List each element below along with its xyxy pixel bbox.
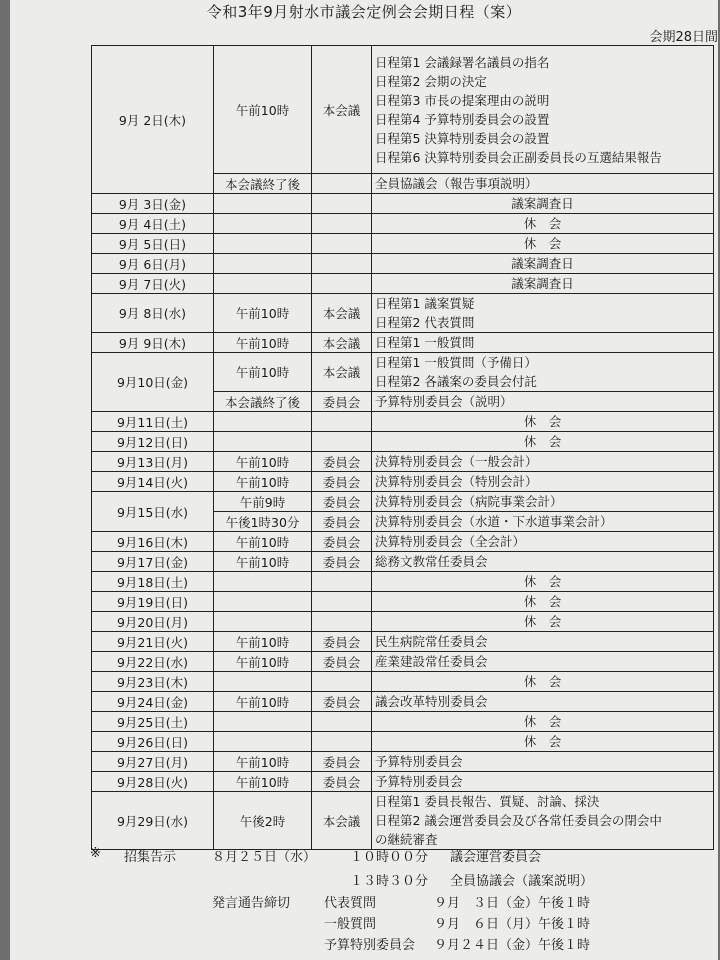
agenda-line: 全員協議会（報告事項説明） xyxy=(375,176,538,191)
time-cell: 午前10時 xyxy=(214,692,312,712)
agenda-cell xyxy=(372,412,714,432)
agenda-line: 予算特別委員会（説明） xyxy=(375,394,513,409)
date-cell: 9月 6日(月) xyxy=(92,254,214,274)
deadline-type: 代表質問 xyxy=(324,896,377,911)
time-cell xyxy=(214,194,312,214)
agenda-line: 日程第1 一般質問（予備日） xyxy=(375,355,537,370)
meeting-type-cell: 委員会 xyxy=(312,452,372,472)
time-cell: 午前10時 xyxy=(214,452,312,472)
table-row xyxy=(92,353,714,392)
agenda-line: 議会改革特別委員会 xyxy=(375,694,488,709)
agenda-cell xyxy=(372,294,714,333)
agenda-line: 予算特別委員会 xyxy=(375,754,463,769)
agenda-line: 休 会 xyxy=(523,674,562,689)
note-mark: ※ xyxy=(90,846,101,861)
date-cell: 9月 5日(日) xyxy=(92,234,214,254)
date-cell: 9月18日(土) xyxy=(92,572,214,592)
date-cell: 9月12日(日) xyxy=(92,432,214,452)
date-cell: 9月27日(月) xyxy=(92,752,214,772)
document-title: 令和3年9月射水市議会定例会会期日程（案） xyxy=(206,3,522,21)
agenda-line: 休 会 xyxy=(523,414,562,429)
time-cell: 午前10時 xyxy=(214,472,312,492)
agenda-line: 日程第2 代表質問 xyxy=(375,315,475,330)
meeting-type-cell: 委員会 xyxy=(312,392,372,412)
deadline-type: 予算特別委員会 xyxy=(324,938,416,953)
meeting-type-cell xyxy=(312,572,372,592)
meeting-type-cell: 委員会 xyxy=(312,772,372,792)
date-cell: 9月 8日(水) xyxy=(92,294,214,333)
time-cell xyxy=(214,412,312,432)
agenda-cell xyxy=(372,452,714,472)
agenda-cell xyxy=(372,552,714,572)
date-cell: 9月26日(日) xyxy=(92,732,214,752)
table-row xyxy=(92,234,714,254)
meeting-type-cell: 委員会 xyxy=(312,512,372,532)
agenda-cell xyxy=(372,274,714,294)
date-cell: 9月 9日(木) xyxy=(92,333,214,353)
time-cell xyxy=(214,732,312,752)
date-cell: 9月20日(月) xyxy=(92,612,214,632)
table-row xyxy=(92,432,714,452)
note-item1-time: １０時００分 xyxy=(350,850,429,865)
meeting-type-cell: 本会議 xyxy=(312,792,372,850)
date-cell: 9月15日(水) xyxy=(92,492,214,532)
date-cell: 9月25日(土) xyxy=(92,712,214,732)
meeting-type-cell: 本会議 xyxy=(312,294,372,333)
agenda-line: 休 会 xyxy=(523,594,562,609)
date-cell: 9月 2日(木) xyxy=(92,46,214,194)
meeting-type-cell: 委員会 xyxy=(312,692,372,712)
agenda-line: 日程第2 会期の決定 xyxy=(375,73,487,89)
meeting-type-cell: 委員会 xyxy=(312,632,372,652)
meeting-type-cell: 委員会 xyxy=(312,552,372,572)
agenda-line: 日程第4 予算特別委員会の設置 xyxy=(375,111,550,127)
agenda-cell xyxy=(372,592,714,612)
agenda-line: 休 会 xyxy=(523,236,562,251)
agenda-line: 日程第5 決算特別委員会の設置 xyxy=(375,130,550,146)
agenda-cell xyxy=(372,254,714,274)
agenda-cell xyxy=(372,333,714,353)
date-cell: 9月11日(土) xyxy=(92,412,214,432)
table-row xyxy=(92,46,714,174)
meeting-type-cell xyxy=(312,732,372,752)
agenda-cell xyxy=(372,692,714,712)
date-cell: 9月28日(火) xyxy=(92,772,214,792)
meeting-type-cell xyxy=(312,612,372,632)
note-item1-text: 議会運営委員会 xyxy=(450,850,542,865)
agenda-line: 総務文教常任委員会 xyxy=(375,554,488,569)
agenda-cell xyxy=(372,632,714,652)
meeting-type-cell: 本会議 xyxy=(312,46,372,174)
time-cell: 本会議終了後 xyxy=(214,174,312,194)
meeting-type-cell xyxy=(312,412,372,432)
deadline-date: ９月２４日（金）午後１時 xyxy=(434,938,591,953)
agenda-line: 休 会 xyxy=(523,714,562,729)
table-row xyxy=(92,472,714,492)
agenda-cell xyxy=(372,432,714,452)
agenda-cell xyxy=(372,472,714,492)
time-cell: 午前10時 xyxy=(214,752,312,772)
table-row xyxy=(92,752,714,772)
date-cell: 9月22日(水) xyxy=(92,652,214,672)
table-row xyxy=(92,572,714,592)
table-row xyxy=(92,333,714,353)
date-cell: 9月29日(水) xyxy=(92,792,214,850)
agenda-cell xyxy=(372,46,714,174)
agenda-cell xyxy=(372,732,714,752)
table-row xyxy=(92,672,714,692)
time-cell xyxy=(214,234,312,254)
agenda-cell xyxy=(372,752,714,772)
agenda-line: 日程第1 会議録署名議員の指名 xyxy=(375,54,550,70)
time-cell xyxy=(214,672,312,692)
table-row xyxy=(92,632,714,652)
date-cell: 9月13日(月) xyxy=(92,452,214,472)
date-cell: 9月 3日(金) xyxy=(92,194,214,214)
agenda-line: 決算特別委員会（全会計） xyxy=(375,534,526,549)
table-row xyxy=(92,712,714,732)
meeting-type-cell: 委員会 xyxy=(312,752,372,772)
time-cell xyxy=(214,254,312,274)
table-row xyxy=(92,772,714,792)
agenda-cell xyxy=(372,652,714,672)
table-row xyxy=(92,732,714,752)
time-cell xyxy=(214,592,312,612)
time-cell: 午前10時 xyxy=(214,552,312,572)
deadline-type: 一般質問 xyxy=(324,917,377,932)
document-page xyxy=(10,0,718,960)
time-cell: 午前10時 xyxy=(214,652,312,672)
agenda-cell xyxy=(372,234,714,254)
time-cell xyxy=(214,274,312,294)
time-cell: 午後2時 xyxy=(214,792,312,850)
date-cell: 9月 7日(火) xyxy=(92,274,214,294)
time-cell: 午前10時 xyxy=(214,632,312,652)
table-row xyxy=(92,452,714,472)
agenda-line: 休 会 xyxy=(523,434,562,449)
table-row xyxy=(92,412,714,432)
meeting-type-cell xyxy=(312,194,372,214)
agenda-line: 日程第1 委員長報告、質疑、討論、採決 xyxy=(375,794,600,809)
meeting-type-cell: 委員会 xyxy=(312,472,372,492)
table-row xyxy=(92,194,714,214)
meeting-type-cell: 委員会 xyxy=(312,492,372,512)
session-length: 会期28日間 xyxy=(649,30,718,45)
time-cell: 午前10時 xyxy=(214,532,312,552)
time-cell xyxy=(214,572,312,592)
agenda-line: 休 会 xyxy=(523,216,562,231)
agenda-cell xyxy=(372,512,714,532)
note-item2-time: １３時３０分 xyxy=(350,874,429,889)
deadline-date: ９月 ３日（金）午後１時 xyxy=(434,896,591,911)
time-cell xyxy=(214,214,312,234)
time-cell xyxy=(214,712,312,732)
meeting-type-cell: 本会議 xyxy=(312,333,372,353)
agenda-line: 日程第2 各議案の委員会付託 xyxy=(375,374,537,389)
meeting-type-cell: 委員会 xyxy=(312,532,372,552)
agenda-line: 決算特別委員会（特別会計） xyxy=(375,474,538,489)
time-cell: 午前9時 xyxy=(214,492,312,512)
meeting-type-cell xyxy=(312,712,372,732)
time-cell xyxy=(214,432,312,452)
note-label: 招集告示 xyxy=(124,850,177,865)
agenda-line: 決算特別委員会（一般会計） xyxy=(375,454,538,469)
agenda-cell xyxy=(372,672,714,692)
meeting-type-cell xyxy=(312,214,372,234)
table-row xyxy=(92,254,714,274)
agenda-line: 休 会 xyxy=(523,574,562,589)
agenda-line: 民生病院常任委員会 xyxy=(375,634,488,649)
agenda-cell xyxy=(372,214,714,234)
time-cell: 午前10時 xyxy=(214,772,312,792)
table-row xyxy=(92,652,714,672)
agenda-cell xyxy=(372,492,714,512)
time-cell: 午前10時 xyxy=(214,333,312,353)
meeting-type-cell xyxy=(312,174,372,194)
table-row xyxy=(92,792,714,850)
meeting-type-cell xyxy=(312,672,372,692)
time-cell: 午前10時 xyxy=(214,294,312,333)
table-row xyxy=(92,532,714,552)
date-cell: 9月23日(木) xyxy=(92,672,214,692)
agenda-line: の継続審査 xyxy=(375,832,438,847)
agenda-line: 日程第3 市長の提案理由の説明 xyxy=(375,92,550,108)
agenda-cell xyxy=(372,772,714,792)
table-row xyxy=(92,552,714,572)
agenda-line: 議案調査日 xyxy=(511,256,574,271)
date-cell: 9月17日(金) xyxy=(92,552,214,572)
table-row xyxy=(92,214,714,234)
agenda-line: 決算特別委員会（水道・下水道事業会計） xyxy=(375,514,613,529)
agenda-line: 日程第1 議案質疑 xyxy=(375,296,475,311)
table-row xyxy=(92,692,714,712)
agenda-cell xyxy=(372,353,714,392)
agenda-cell xyxy=(372,792,714,850)
meeting-type-cell: 本会議 xyxy=(312,353,372,392)
agenda-line: 日程第6 決算特別委員会正副委員長の互選結果報告 xyxy=(375,149,662,165)
note-item2-text: 全員協議会（議案説明） xyxy=(450,874,594,889)
agenda-cell xyxy=(372,572,714,592)
agenda-cell xyxy=(372,612,714,632)
table-row xyxy=(92,274,714,294)
agenda-line: 休 会 xyxy=(523,614,562,629)
meeting-type-cell xyxy=(312,274,372,294)
date-cell: 9月21日(火) xyxy=(92,632,214,652)
table-row xyxy=(92,492,714,512)
agenda-line: 議案調査日 xyxy=(511,276,574,291)
agenda-line: 議案調査日 xyxy=(511,196,574,211)
agenda-line: 日程第2 議会運営委員会及び各常任委員会の閉会中 xyxy=(375,813,662,828)
meeting-type-cell xyxy=(312,432,372,452)
meeting-type-cell xyxy=(312,234,372,254)
agenda-line: 予算特別委員会 xyxy=(375,774,463,789)
agenda-cell xyxy=(372,532,714,552)
meeting-type-cell: 委員会 xyxy=(312,652,372,672)
table-row xyxy=(92,592,714,612)
deadline-label: 発言通告締切 xyxy=(212,896,291,911)
date-cell: 9月14日(火) xyxy=(92,472,214,492)
time-cell: 午後1時30分 xyxy=(214,512,312,532)
time-cell: 本会議終了後 xyxy=(214,392,312,412)
schedule-table xyxy=(91,45,714,850)
note-date: ８月２５日（水） xyxy=(212,850,317,865)
meeting-type-cell xyxy=(312,254,372,274)
date-cell: 9月10日(金) xyxy=(92,353,214,412)
agenda-line: 日程第1 一般質問 xyxy=(375,335,475,350)
agenda-line: 産業建設常任委員会 xyxy=(375,654,488,669)
table-row xyxy=(92,294,714,333)
time-cell: 午前10時 xyxy=(214,46,312,174)
meeting-type-cell xyxy=(312,592,372,612)
deadline-date: ９月 ６日（月）午後１時 xyxy=(434,917,591,932)
date-cell: 9月16日(木) xyxy=(92,532,214,552)
time-cell xyxy=(214,612,312,632)
date-cell: 9月19日(日) xyxy=(92,592,214,612)
agenda-cell xyxy=(372,392,714,412)
date-cell: 9月 4日(土) xyxy=(92,214,214,234)
agenda-line: 休 会 xyxy=(523,734,562,749)
agenda-cell xyxy=(372,194,714,214)
date-cell: 9月24日(金) xyxy=(92,692,214,712)
agenda-cell xyxy=(372,712,714,732)
time-cell: 午前10時 xyxy=(214,353,312,392)
agenda-line: 決算特別委員会（病院事業会計） xyxy=(375,494,563,509)
table-row xyxy=(92,612,714,632)
agenda-cell xyxy=(372,174,714,194)
